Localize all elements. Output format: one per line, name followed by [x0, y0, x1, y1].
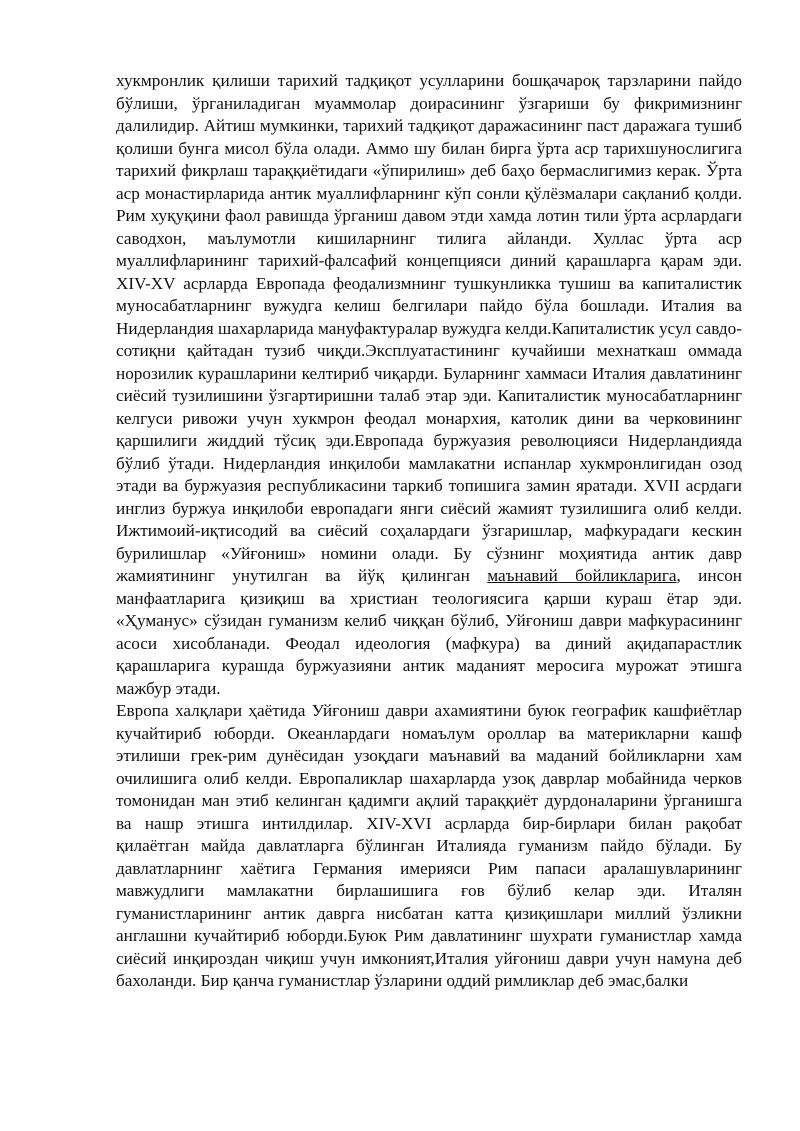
paragraph-2: Европа халқлари ҳаётида Уйғониш даври ахамиятини буюк географик кашфиётлар кучайтириб юборди. Океанлардаги номаълум ороллар ва материкларни кашф этилиши грек-рим дунёсидан узоқдаги маънавий ва маданий бойликларни хам очилишига олиб келди. Европаликлар шахарларда узоқ даврлар мобайнида черков томонидан ман этиб келинган қадимги ақлий тараққиёт дурдоналарини ўрганишга ва нашр этишга интилдилар. XIV-XVI асрларда бир-бирлари билан рақобат қилаётган майда давлатларга бўлинган Италияда гуманизм пайдо бўлади. Бу давлатларнинг хаётига Германия имерияси Рим папаси аралашувларининг мавжудлиги мамлакатни бирлашишига ғов бўлиб келар эди. Италян гуманистларининг антик даврга нисбатан катта қизиқишлари миллий ўзликни англашни кучайтириб юборди.Буюк Рим давлатининг шухрати гуманистлар хамда сиёсий инқироздан чиқиш учун имконият,Италия уйғониш даври учун намуна деб бахоланди. Бир қанча гуманистлар ўзларини оддий римликлар деб эмас,балки: [116, 701, 742, 990]
paragraph-1-text-end: , инсон манфаатларига қизиқиш ва христиан теологиясига қарши кураш ётар эди. «Ҳуманус» сўзидан гуманизм келиб чиққан бўлиб, Уйғониш даври мафкурасининг асоси хисобланади. Феодал идеология (мафкура) ва диний ақидапарастлик қарашларига курашда буржуазияни антик маданият меросига мурожат этишга мажбур этади.: [116, 566, 742, 698]
document-page: [116, 70, 742, 993]
paragraph-1: [116, 70, 742, 700]
paragraph-1-text-start: хукмронлик қилиши тарихий тадқиқот усулларини бошқачароқ тарзларини пайдо бўлиши, ўрганиладиган муаммолар доирасининг ўзгариши бу фикримизнинг далилидир. Айтиш мумкинки, тарихий тадқиқот даражасининг паст даражага тушиб қолиши бунга мисол бўла олади. Аммо шу билан бирга ўрта аср тарихшунослигига тарихий фикрлаш тараққиётидаги «ўпирилиш» деб баҳо бермаслигимиз керак. Ўрта аср монастирларида антик муаллифларнинг кўп сонли қўлёзмалари сақланиб қолди. Рим хуқуқини фаол равишда ўрганиш давом этди хамда лотин тили ўрта асрлардаги саводхон, маълумотли кишиларнинг тилига айланди. Хуллас ўрта аср муаллифларининг тарихий-фалсафий концепцияси диний қарашларга қарам эди. XIV-XV асрларда Европада феодализмнинг тушкунликка тушиш ва капиталистик муносабатларнинг вужудга келиш белгилари пайдо бўла бошлади. Италия ва Нидерландия шахарларида мануфактуралар вужудга келди.Капиталистик усул савдо-сотиқни қайтадан тузиб чиқди.Эксплуатастининг кучайиши мехнаткаш оммада норозилик курашларини келтириб чиқарди. Буларнинг хаммаси Италия давлатининг сиёсий тузилишини ўзгартиришни талаб этар эди. Капиталистик муносабатларнинг келгуси ривожи учун хукмрон феодал монархия, католик дини ва черковининг қаршилиги жиддий тўсиқ эди.Европада буржуазия революцияси Нидерландияда бўлиб ўтади. Нидерландия инқилоби мамлакатни испанлар хукмронлигидан озод этади ва буржуазия республикасини таркиб топишига замин яратади. XVII асрдаги инглиз буржуа инқилоби европадаги янги сиёсий жамият тузилишига олиб келди. Ижтимоий-иқтисодий ва сиёсий соҳалардаги ўзгаришлар, мафкурадаги кескин бурилишлар «Уйғониш» номини олади. Бу сўзнинг моҳиятида антик давр жамиятининг унутилган ва йўқ қилинган: [116, 71, 742, 585]
spiritual-values-link[interactable]: маънавий бойликларига: [487, 566, 677, 585]
